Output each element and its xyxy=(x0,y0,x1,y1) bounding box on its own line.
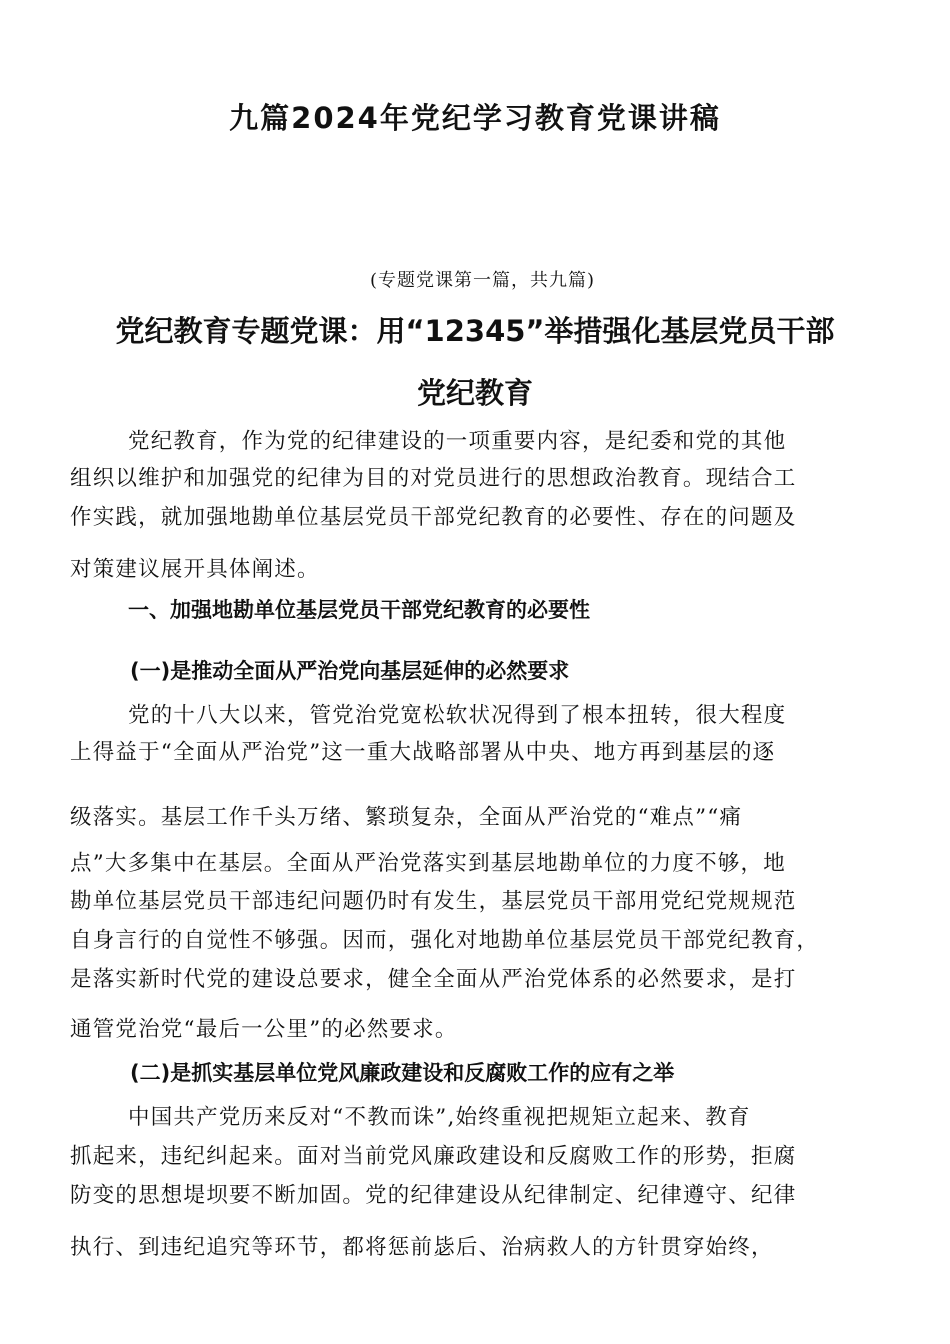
subsection-heading: (二)是抓实基层单位党风廉政建设和反腐败工作的应有之举 xyxy=(130,1061,675,1085)
paragraph-line: 对策建议展开具体阐述。 xyxy=(70,557,320,582)
lecture-title xyxy=(0,300,950,424)
document-title: 九篇2024年党纪学习教育党课讲稿 xyxy=(229,101,721,135)
paragraph-line: 级落实。基层工作千头万绪、繁琐复杂，全面从严治党的“难点”“痛 xyxy=(70,805,743,830)
paragraph-line: 上得益于“全面从严治党”这一重大战略部署从中央、地方再到基层的逐 xyxy=(70,740,776,765)
paragraph-line: 抓起来，违纪纠起来。面对当前党风廉政建设和反腐败工作的形势，拒腐 xyxy=(70,1144,797,1169)
paragraph-line: 中国共产党历来反对“不教而诛”,始终重视把规矩立起来、教育 xyxy=(128,1105,751,1130)
paragraph-line: 自身言行的自觉性不够强。因而，强化对地勘单位基层党员干部党纪教育， xyxy=(70,928,820,953)
paragraph-line: 防变的思想堤坝要不断加固。党的纪律建设从纪律制定、纪律遵守、纪律 xyxy=(70,1183,797,1208)
paragraph-line: 通管党治党“最后一公里”的必然要求。 xyxy=(70,1017,458,1042)
paragraph-line: 作实践，就加强地勘单位基层党员干部党纪教育的必要性、存在的问题及 xyxy=(70,505,797,530)
paragraph-line: 是落实新时代党的建设总要求，健全全面从严治党体系的必然要求，是打 xyxy=(70,967,797,992)
lecture-title-line-2: 党纪教育 xyxy=(416,376,533,410)
section-heading: 一、加强地勘单位基层党员干部党纪教育的必要性 xyxy=(128,598,590,622)
paragraph-line: 勘单位基层党员干部违纪问题仍时有发生，基层党员干部用党纪党规规范 xyxy=(70,889,797,914)
series-note: (专题党课第一篇，共九篇) xyxy=(370,270,596,291)
lecture-title-line-1: 党纪教育专题党课：用“12345”举措强化基层党员干部 xyxy=(115,314,835,348)
paragraph-line: 点”大多集中在基层。全面从严治党落实到基层地勘单位的力度不够，地 xyxy=(70,851,786,876)
paragraph-line: 执行、到违纪追究等环节，都将惩前毖后、治病救人的方针贯穿始终， xyxy=(70,1235,774,1260)
paragraph-line: 组织以维护和加强党的纪律为目的对党员进行的思想政治教育。现结合工 xyxy=(70,466,797,491)
subsection-heading: (一)是推动全面从严治党向基层延伸的必然要求 xyxy=(130,659,570,683)
paragraph-line: 党纪教育，作为党的纪律建设的一项重要内容，是纪委和党的其他 xyxy=(128,429,787,454)
paragraph-line: 党的十八大以来，管党治党宽松软状况得到了根本扭转，很大程度 xyxy=(128,703,787,728)
